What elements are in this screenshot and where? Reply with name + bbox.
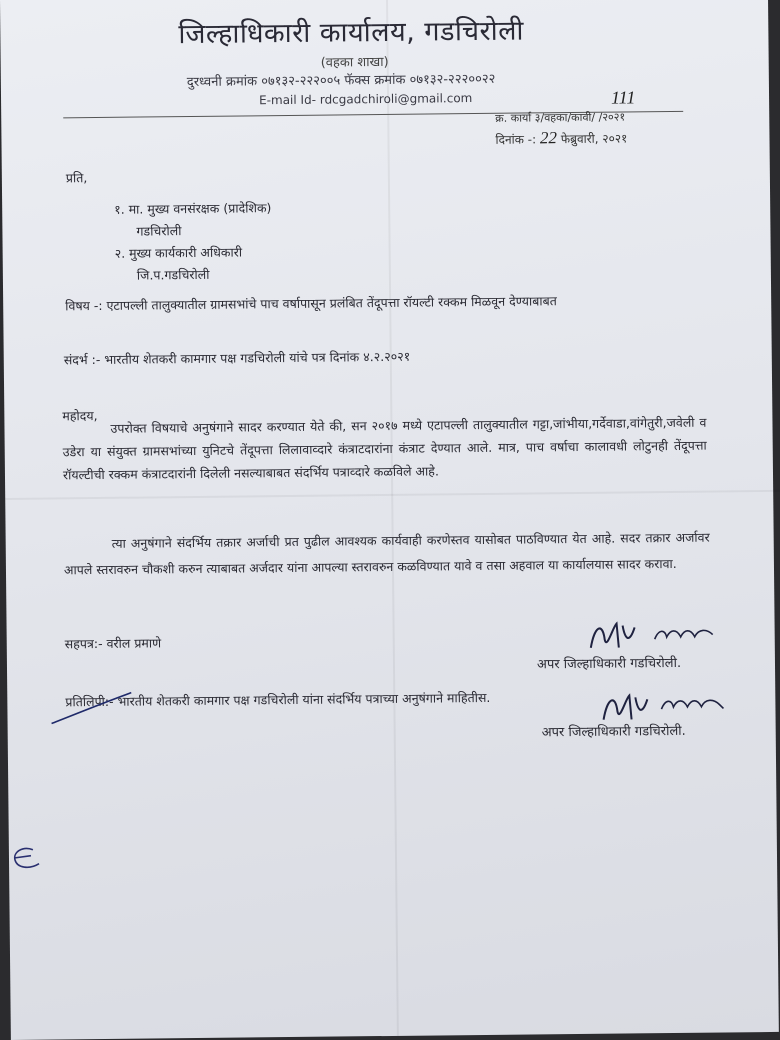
signatory-title: अपर जिल्हाधिकारी गडचिरोली. (541, 723, 686, 741)
signatory-title: अपर जिल्हाधिकारी गडचिरोली. (536, 655, 682, 673)
body-paragraph-1 (62, 411, 707, 487)
copy-to-line: प्रतिलिपी:- भारतीय शेतकरी कामगार पक्ष गडचिरोली यांना संदर्भिय पत्राच्या अनुषंगाने माहितीस. (65, 689, 491, 710)
email-line: E-mail Id- rdcgadchiroli@gmail.com (258, 91, 473, 108)
recipient-line: १. मा. मुख्य वनसंरक्षक (प्रादेशिक) (114, 200, 272, 217)
recipient-line: जि.प.गडचिरोली (136, 266, 210, 283)
recipient-line: २. मुख्य कार्यकारी अधिकारी (114, 244, 243, 261)
date-day: 22 (539, 128, 558, 148)
fold-crease-vertical (386, 0, 399, 1036)
outward-number: 111 (610, 87, 636, 108)
phone-fax-line: दुरध्वनी क्रमांक ०७१३२-२२२००५ फॅक्स क्रमांक ०७१३२-२२२००२२ (186, 71, 496, 91)
date-line (495, 127, 627, 148)
subject-line: विषय -: एटापल्ली तालुक्यातील ग्रामसभांचे पाच वर्षापासून प्रलंबित तेंदूपत्ता रॉयल्टी रक्कम मिळवून देण्याबाबत (65, 293, 557, 314)
paragraph-text: त्या अनुषंगाने संदर्भिय तक्रार अर्जाची प्रत पुढील आवश्यक कार्यवाही करणेस्तव यासोबत पाठविण्यात येत आहे. सदर तक्रार अर्जावर आपले स्तरावरुन चौकशी करुन त्याबाबत अर्जदार यांना आपल्या स्तरावरुन कळविण्यात यावे व तसा अहवाल या कार्यालयास सादर करावा. (63, 529, 710, 578)
enclosure-line: सहपत्र:- वरील प्रमाणे (64, 635, 162, 652)
reference-line: संदर्भ :- भारतीय शेतकरी कामगार पक्ष गडचिरोली यांचे पत्र दिनांक ४.२.२०२१ (63, 348, 411, 368)
recipient-line: गडचिरोली (136, 223, 182, 239)
date-label: दिनांक -: (495, 132, 537, 147)
branch-name: (वहका शाखा) (320, 54, 389, 71)
signature-mark (585, 616, 725, 657)
date-month-year: फेब्रुवारी, २०२१ (560, 131, 628, 147)
reference-number: क्र. कार्या ३/वहका/कावी/ /२०२१ (495, 110, 626, 125)
paragraph-text: उपरोक्त विषयाचे अनुषंगाने सादर करण्यात येते की, सन २०१७ मध्ये एटापल्ली तालुक्यातील गट्टा,जांभीया,गर्देवाडा,वांगेतुरी,जवेली व उडेरा या संयुक्त ग्रामसभांच्या युनिटचे तेंदूपत्ता लिलावाव्दारे कंत्राटदारांना कंत्राट देण्यात आले. मात्र, पाच वर्षाचा कालावधी लोटुनही तेंदूपत्ता रॉयल्टीची रक्कम कंत्राटदारांनी दिलेली नसल्याबाबत संदर्भिय पत्राव्दारे कळविले आहे. (62, 414, 707, 483)
underline-stroke (47, 687, 137, 732)
body-paragraph-2 (64, 525, 711, 584)
salutation: महोदय, (62, 408, 98, 424)
office-title: जिल्हाधिकारी कार्यालय, गडचिरोली (178, 15, 525, 51)
recipient-heading: प्रति, (65, 170, 88, 186)
margin-scribble (9, 840, 49, 880)
